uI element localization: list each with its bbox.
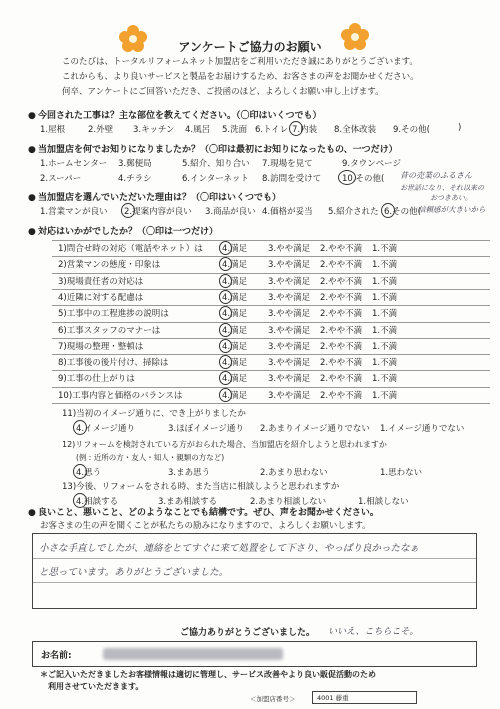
row-label: 8)工事後の後片付け、掃除は <box>58 358 169 368</box>
option[interactable]: 3.やや満足 <box>268 391 311 401</box>
option-selected[interactable]: 4.思う <box>76 468 102 478</box>
answer-circle <box>219 274 232 288</box>
option[interactable]: 2.やや不満 <box>320 326 363 336</box>
store-number-label: ＜加盟店番号＞ <box>250 695 296 703</box>
option[interactable]: 1.イメージ通りでない <box>380 424 465 434</box>
option[interactable]: 4.チラシ <box>118 174 152 184</box>
answer-circle <box>73 420 87 435</box>
comment-rule <box>33 558 476 559</box>
option-selected[interactable]: 4.満足 <box>222 391 248 401</box>
option[interactable]: 2.やや不満 <box>320 277 363 287</box>
option[interactable]: 1.ホームセンター <box>40 159 108 169</box>
answer-circle <box>338 170 356 185</box>
comment-box[interactable] <box>32 533 477 609</box>
option[interactable]: 4.価格が妥当 <box>262 207 313 217</box>
option[interactable]: 3.やや満足 <box>268 244 311 254</box>
answer-circle <box>289 121 303 136</box>
option[interactable]: 6.インターネット <box>182 174 249 184</box>
option[interactable]: 3.やや満足 <box>268 260 311 270</box>
option[interactable]: 2.外壁 <box>88 125 114 135</box>
option-selected[interactable]: 4.満足 <box>222 358 248 368</box>
option[interactable]: 3.やや満足 <box>268 277 311 287</box>
intro-line: 何卒、アンケートにご回答いただき、ご投函のほど、よろしくお願い申し上げます。 <box>62 87 384 97</box>
option[interactable]: 3.やや満足 <box>268 342 311 352</box>
handwritten-note: おつきあい。 <box>430 194 472 202</box>
option[interactable]: 1.相談しない <box>358 497 409 507</box>
answer-circle <box>219 241 232 255</box>
store-number: 4001 藤重 <box>312 691 417 704</box>
question-image-match: 11)当初のイメージ通りに、でき上がりましたか <box>62 409 246 419</box>
intro-line: これからも、より良いサービスと製品をお届けするため、お客さまの声をお聞かせください。 <box>62 72 419 82</box>
option[interactable]: 8.全体改装 <box>334 125 377 135</box>
question-recommend-example: (例 : 近所の方・友人・知人・親類の方など) <box>76 453 225 462</box>
option-selected[interactable]: 7.内装 <box>292 125 318 135</box>
option[interactable]: 3.やや満足 <box>268 374 311 384</box>
question-recommend: 12)リフォームを検討されている方がおられた場合、当加盟店を紹介しようと思われますか <box>62 440 387 449</box>
option[interactable]: 1.不満 <box>372 293 398 303</box>
handwritten-reply: いいえ、こちらこそ。 <box>328 627 419 637</box>
option[interactable]: 3.やや満足 <box>268 358 311 368</box>
option[interactable]: 3.ほぼイメージ通り <box>168 424 244 434</box>
question-free-comment: ● 良いこと、悪いこと、どのようなことでも結構です。ぜひ、声をお聞かせください。 <box>28 508 379 518</box>
thanks-text: ご協力ありがとうございました。 <box>180 628 316 638</box>
row-label: 6)工事スタッフのマナーは <box>58 326 161 336</box>
comment-text: 小さな手直しでしたが、連絡をとてすぐに来て処置をして下さり、やっぱり良かったなぁ <box>39 543 420 554</box>
option-selected[interactable]: 4.満足 <box>222 244 248 254</box>
privacy-notice: ＊ご記入いただきましたお客様情報は適切に管理し、サービス改善やより良い販促活動のため <box>40 670 376 679</box>
option[interactable]: 1.思わない <box>380 468 423 478</box>
option[interactable]: 2.やや不満 <box>320 293 363 303</box>
option[interactable]: 1.不満 <box>372 244 398 254</box>
handwritten-other-note: 昔の売業のふるさん <box>400 171 472 180</box>
option[interactable]: 1.不満 <box>372 260 398 270</box>
option-selected[interactable]: 4.満足 <box>222 309 248 319</box>
answer-circle <box>73 464 87 479</box>
option[interactable]: 9.タウンページ <box>342 159 401 169</box>
option[interactable]: 3.まあ相談する <box>158 497 218 507</box>
option[interactable]: 2.やや不満 <box>320 342 363 352</box>
question-work-type: ● 今回された工事は？主な部位を教えてください。（〇印はいくつでも） <box>28 111 322 121</box>
row-label: 7)現場の整理・整頓は <box>58 342 144 352</box>
answer-circle <box>121 203 135 218</box>
table-row-border <box>52 403 490 404</box>
option-selected[interactable]: 4.満足 <box>222 342 248 352</box>
question-consult-again: 13)今後、リフォームをされる時、また当店に相談しようと思われますか <box>62 482 340 492</box>
option[interactable]: 3.やや満足 <box>268 293 311 303</box>
option[interactable]: 1.営業マンが良い <box>40 207 108 217</box>
option[interactable]: 1.不満 <box>372 358 398 368</box>
option[interactable]: 1.不満 <box>372 342 398 352</box>
option: ) <box>458 123 462 133</box>
option-selected[interactable]: 4.満足 <box>222 326 248 336</box>
option[interactable]: 2.やや不満 <box>320 358 363 368</box>
handwritten-note: 信頼感が大きいから <box>418 205 486 214</box>
option[interactable]: 2.あまり思わない <box>260 468 328 478</box>
answer-circle <box>219 355 232 369</box>
option-selected[interactable]: 2.提案内容が良い <box>124 207 192 217</box>
option[interactable]: 1.不満 <box>372 277 398 287</box>
option[interactable]: 3.まあ思う <box>168 468 211 478</box>
question-reason: ● 当加盟店を選んでいただいた理由は？（〇印はいくつでも） <box>28 193 282 203</box>
option-selected[interactable]: 4.イメージ通り <box>76 424 135 434</box>
name-field[interactable] <box>32 641 477 667</box>
option[interactable]: 2.スーパー <box>40 174 82 184</box>
handwritten-note: お世話になり、それ以来の <box>400 184 484 192</box>
option[interactable]: 2.あまり相談しない <box>250 497 327 507</box>
option[interactable]: 1.不満 <box>372 326 398 336</box>
option-selected[interactable]: 4.満足 <box>222 293 248 303</box>
intro-line: このたびは、トータルリフォームネット加盟店をご利用いただき誠にありがとうございます。 <box>62 57 418 67</box>
answer-circle <box>219 339 232 353</box>
option[interactable]: 2.やや不満 <box>320 309 363 319</box>
row-label: 9)工事の仕上がりは <box>58 374 135 384</box>
option[interactable]: 2.やや不満 <box>320 391 363 401</box>
row-label: 5)工事中の工程進捗の説明は <box>58 309 169 319</box>
option[interactable]: 2.やや不満 <box>320 260 363 270</box>
option[interactable]: 3.商品が良い <box>205 207 256 217</box>
option[interactable]: 2.やや不満 <box>320 374 363 384</box>
row-label: 3)現場責任者の対応は <box>58 277 144 287</box>
option[interactable]: 2.やや不満 <box>320 244 363 254</box>
row-label: 4)近隣に対する配慮は <box>58 293 144 303</box>
comment-text: と思っています。ありがとうございました。 <box>39 567 229 578</box>
option-selected[interactable]: 6.その他( <box>384 207 421 217</box>
option[interactable]: 6.トイレ <box>255 125 289 135</box>
option-selected[interactable]: 10.その他( <box>342 174 385 184</box>
question-free-comment-sub: お客さまの生の声を聞くことが私たちの励みになりますので、よろしくお願いします。 <box>40 521 371 531</box>
option[interactable]: 5.紹介、知り合い <box>182 159 250 169</box>
option[interactable]: 3.郵便局 <box>118 159 152 169</box>
option[interactable]: 3.キッチン <box>133 125 175 135</box>
option-selected[interactable]: 4.満足 <box>222 374 248 384</box>
name-label: お名前: <box>41 651 72 661</box>
option[interactable]: 7.現場を見て <box>262 159 313 169</box>
option[interactable]: 9.その他( <box>393 125 430 135</box>
row-label: 10)工事内容と価格のバランスは <box>58 391 183 401</box>
row-label: 2)営業マンの態度・印象は <box>58 260 161 270</box>
page-title: アンケートご協力のお願い <box>178 40 322 54</box>
option-selected[interactable]: 4.相談する <box>76 497 119 507</box>
answer-circle <box>219 306 232 320</box>
privacy-notice: 利用させていただきます。 <box>48 682 144 691</box>
option-selected[interactable]: 4.満足 <box>222 277 248 287</box>
answer-circle <box>219 323 232 337</box>
option[interactable]: 1.不満 <box>372 309 398 319</box>
question-satisfaction: ● 対応はいかがでしたか？（〇印は一つだけ） <box>28 227 219 237</box>
option[interactable]: 2.あまりイメージ通りでない <box>260 424 370 434</box>
option[interactable]: 3.やや満足 <box>268 326 311 336</box>
answer-circle <box>219 290 232 304</box>
comment-rule <box>33 582 476 583</box>
option[interactable]: 1.不満 <box>372 391 398 401</box>
answer-circle <box>219 371 232 385</box>
answer-circle <box>219 388 232 402</box>
option[interactable]: 1.屋根 <box>40 125 66 135</box>
redacted-name <box>103 648 283 660</box>
row-label: 1)問合せ時の対応（電話やネット）は <box>58 244 203 254</box>
option-selected[interactable]: 4.満足 <box>222 260 248 270</box>
question-how-known: ● 当加盟店を何でお知りになりましたか？（〇印は最初にお知りになったもの、一つだけ） <box>28 145 398 155</box>
answer-circle <box>381 203 395 218</box>
option[interactable]: 4.風呂 <box>185 125 211 135</box>
option[interactable]: 3.やや満足 <box>268 309 311 319</box>
option[interactable]: 5.洗面 <box>222 125 248 135</box>
option[interactable]: 5.紹介された <box>328 207 379 217</box>
option[interactable]: 8.訪問を受けて <box>262 174 322 184</box>
option[interactable]: 1.不満 <box>372 374 398 384</box>
answer-circle <box>219 257 232 271</box>
